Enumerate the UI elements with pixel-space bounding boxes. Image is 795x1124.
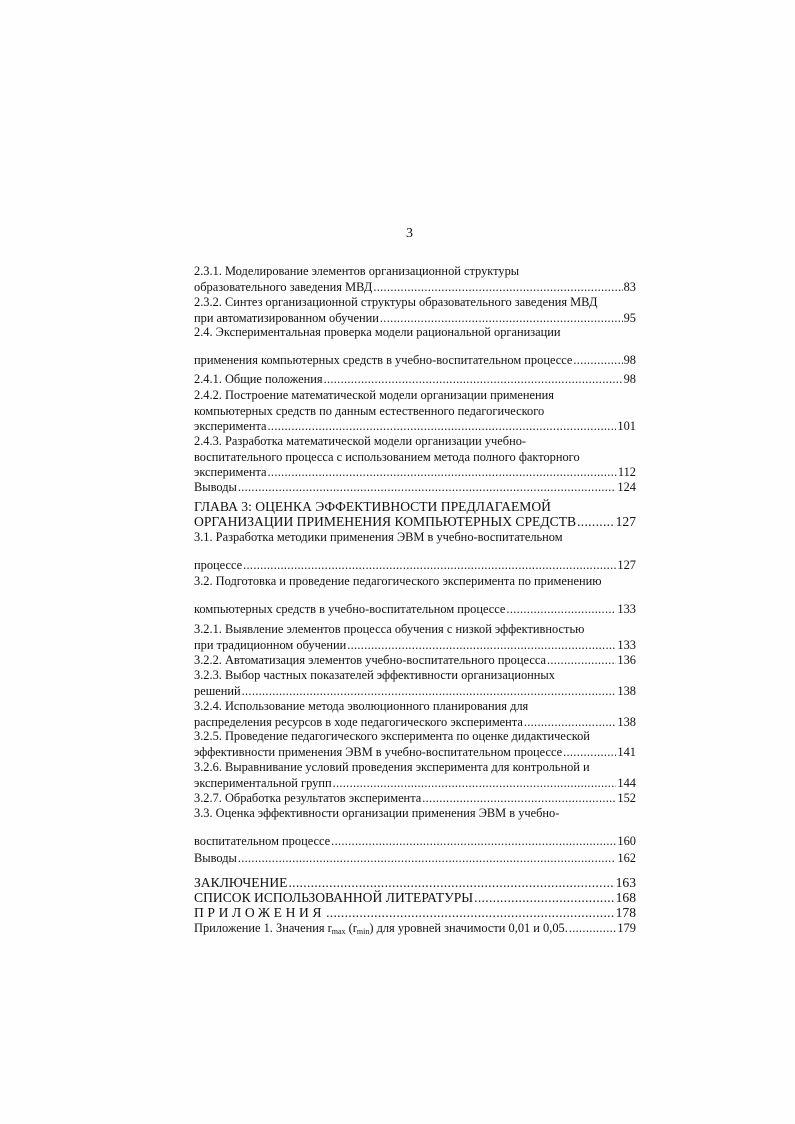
toc-entry-text: 2.3.1. Моделирование элементов организационной структуры xyxy=(194,264,520,278)
toc-page-number: 133 xyxy=(617,637,636,652)
toc-entry-text: эффективности применения ЭВМ в учебно-воспитательном процессе xyxy=(194,744,563,759)
toc-entry-3-2-3 xyxy=(194,668,636,699)
toc-leader xyxy=(333,776,617,792)
toc-leader xyxy=(563,745,616,761)
toc-entry-text: экспериментальной групп xyxy=(194,775,332,790)
toc-leader xyxy=(324,372,623,388)
toc-entry-text: ГЛАВА 3: ОЦЕНКА ЭФФЕКТИВНОСТИ ПРЕДЛАГАЕМОЙ xyxy=(194,499,551,514)
toc-entry-3-2-5 xyxy=(194,729,636,760)
toc-entry-text: ПРИЛОЖЕНИЯ xyxy=(194,905,326,920)
toc-entry-3-2-2 xyxy=(194,653,636,669)
toc-entry-3-2-6 xyxy=(194,760,636,791)
toc-entry-text: применения компьютерных средств в учебно-воспитательном процессе xyxy=(194,352,573,367)
toc-page-number: 101 xyxy=(617,419,636,433)
toc-entry-text: решений xyxy=(194,683,241,698)
toc-entry-text: 2.4.2. Построение математической модели организации применения xyxy=(194,388,554,402)
toc-leader xyxy=(242,684,617,700)
toc-entry-text: 3.2. Подготовка и проведение педагогического эксперимента по применению xyxy=(194,574,602,588)
toc-entry-text: ЗАКЛЮЧЕНИЕ xyxy=(194,875,288,890)
toc-page-number: 127 xyxy=(617,557,636,572)
toc-page-number: 144 xyxy=(617,775,636,790)
toc-entry-text: Выводы xyxy=(194,480,237,494)
toc-entry-2-4 xyxy=(194,325,636,368)
toc-entry-3-2-1 xyxy=(194,622,636,653)
toc-leader xyxy=(331,834,616,850)
toc-page-number: 141 xyxy=(617,744,636,759)
toc-leader xyxy=(506,602,616,618)
toc-entry-text: образовательного заведения МВД xyxy=(194,279,373,294)
toc-page-number: 162 xyxy=(617,851,636,865)
toc-page-number: 133 xyxy=(617,601,636,616)
toc-entry-chapter-3 xyxy=(194,499,636,529)
toc-leader xyxy=(422,791,616,807)
toc-entry-text: ОРГАНИЗАЦИИ ПРИМЕНЕНИЯ КОМПЬЮТЕРНЫХ СРЕДСТВ xyxy=(194,514,577,529)
toc-leader xyxy=(577,514,615,529)
toc-entry-conclusions-ch2 xyxy=(194,480,636,496)
toc-entry-conclusions-ch3 xyxy=(194,851,636,867)
toc-entry-text: 3.2.3. Выбор частных показателей эффективности организационных xyxy=(194,668,555,682)
toc-entry-text: при автоматизированном обучении xyxy=(194,310,379,325)
toc-leader xyxy=(268,465,617,481)
toc-entry-text: процессе xyxy=(194,557,243,572)
toc-entry-3-3 xyxy=(194,806,636,849)
toc-leader xyxy=(238,480,617,496)
toc-leader xyxy=(547,653,616,669)
toc-entry-text: 3.2.6. Выравнивание условий проведения эксперимента для контрольной и xyxy=(194,760,590,774)
toc-page-number: 98 xyxy=(623,372,636,386)
toc-entry-3-2-7 xyxy=(194,791,636,807)
toc-entry-text: 3.2.1. Выявление элементов процесса обучения с низкой эффективностью xyxy=(194,622,585,636)
toc-page-number: 168 xyxy=(615,890,636,905)
toc-entry-text: СПИСОК ИСПОЛЬЗОВАННОЙ ЛИТЕРАТУРЫ xyxy=(194,890,474,905)
toc-leader xyxy=(569,921,617,937)
toc-entry-conclusion xyxy=(194,875,636,890)
toc-page-number: 98 xyxy=(623,352,636,367)
toc-entry-2-4-2 xyxy=(194,388,636,435)
toc-leader xyxy=(288,875,614,890)
toc-leader xyxy=(573,353,622,369)
toc-leader xyxy=(243,558,616,574)
toc-entry-text: компьютерных средств по данным естественного педагогического xyxy=(194,403,545,418)
toc-entry-text: 3.2.5. Проведение педагогического эксперимента по оценке дидактической xyxy=(194,729,590,743)
toc-entry-text: 2.3.2. Синтез организационной структуры образовательного заведения МВД xyxy=(194,295,598,309)
toc-entry-appendices xyxy=(194,905,636,920)
toc-page-number: 152 xyxy=(617,791,636,805)
toc-page-number: 127 xyxy=(615,514,636,529)
toc-entry-3-2 xyxy=(194,574,636,617)
toc-leader xyxy=(474,890,614,905)
toc-entry-text: эксперимента xyxy=(194,419,267,433)
toc-entry-text: 3.2.4. Использование метода эволюционного планирования для xyxy=(194,699,529,713)
toc-page-number: 160 xyxy=(617,833,636,848)
toc-page-number: 83 xyxy=(623,279,636,294)
toc-page-number: 138 xyxy=(617,714,636,729)
toc-leader xyxy=(326,905,615,920)
toc-entry-2-3-2 xyxy=(194,295,636,326)
toc-entry-3-1 xyxy=(194,530,636,573)
toc-entry-text: эксперимента xyxy=(194,465,267,479)
toc-entry-text: 3.2.2. Автоматизация элементов учебно-воспитательного процесса xyxy=(194,653,546,667)
toc-leader xyxy=(238,851,617,867)
toc-page-number: 124 xyxy=(617,480,636,494)
toc-entry-2-4-3 xyxy=(194,434,636,481)
toc-entry-2-4-1 xyxy=(194,372,636,388)
toc-leader xyxy=(380,311,623,327)
toc-entry-text: Приложение 1. Значения $r_{max}$ $(r_{min})$ для уровней значимости 0,01 и 0,05. xyxy=(194,921,568,936)
toc-page-number: 138 xyxy=(617,683,636,698)
toc-page-number: 163 xyxy=(615,875,636,890)
toc-entry-text: при традиционном обучении xyxy=(194,637,347,652)
toc-entry-text: 3.1. Разработка методики применения ЭВМ в учебно-воспитательном xyxy=(194,530,563,544)
toc-entry-text: 2.4. Экспериментальная проверка модели рациональной организации xyxy=(194,325,561,339)
toc-page-number: 136 xyxy=(617,653,636,667)
toc-leader xyxy=(373,280,622,296)
toc-entry-appendix-1 xyxy=(194,921,636,940)
toc-entry-text: воспитательного процесса с использованием метода полного факторного xyxy=(194,449,580,464)
toc-entry-2-3-1 xyxy=(194,264,636,295)
toc-page-number: 178 xyxy=(615,905,636,920)
toc-page-number: 95 xyxy=(623,310,636,325)
toc-entry-text: 2.4.3. Разработка математической модели организации учебно- xyxy=(194,434,527,448)
toc-entry-text: воспитательном процессе xyxy=(194,833,331,848)
toc-entry-bibliography xyxy=(194,890,636,905)
toc-leader xyxy=(268,419,617,435)
toc-entry-text: 3.2.7. Обработка результатов эксперимента xyxy=(194,791,422,805)
toc-entry-3-2-4 xyxy=(194,699,636,730)
toc-entry-text: 2.4.1. Общие положения xyxy=(194,372,323,386)
toc-entry-text: 3.3. Оценка эффективности организации применения ЭВМ в учебно- xyxy=(194,806,560,820)
toc-entry-text: распределения ресурсов в ходе педагогического эксперимента xyxy=(194,714,523,729)
toc-entry-text: компьютерных средств в учебно-воспитательном процессе xyxy=(194,601,506,616)
toc-page-number: 179 xyxy=(617,921,636,935)
toc-leader xyxy=(524,715,617,731)
toc-leader xyxy=(347,638,616,654)
toc-page-number: 112 xyxy=(617,465,636,479)
page-number: 3 xyxy=(406,226,413,241)
toc-entry-text: Выводы xyxy=(194,851,237,865)
